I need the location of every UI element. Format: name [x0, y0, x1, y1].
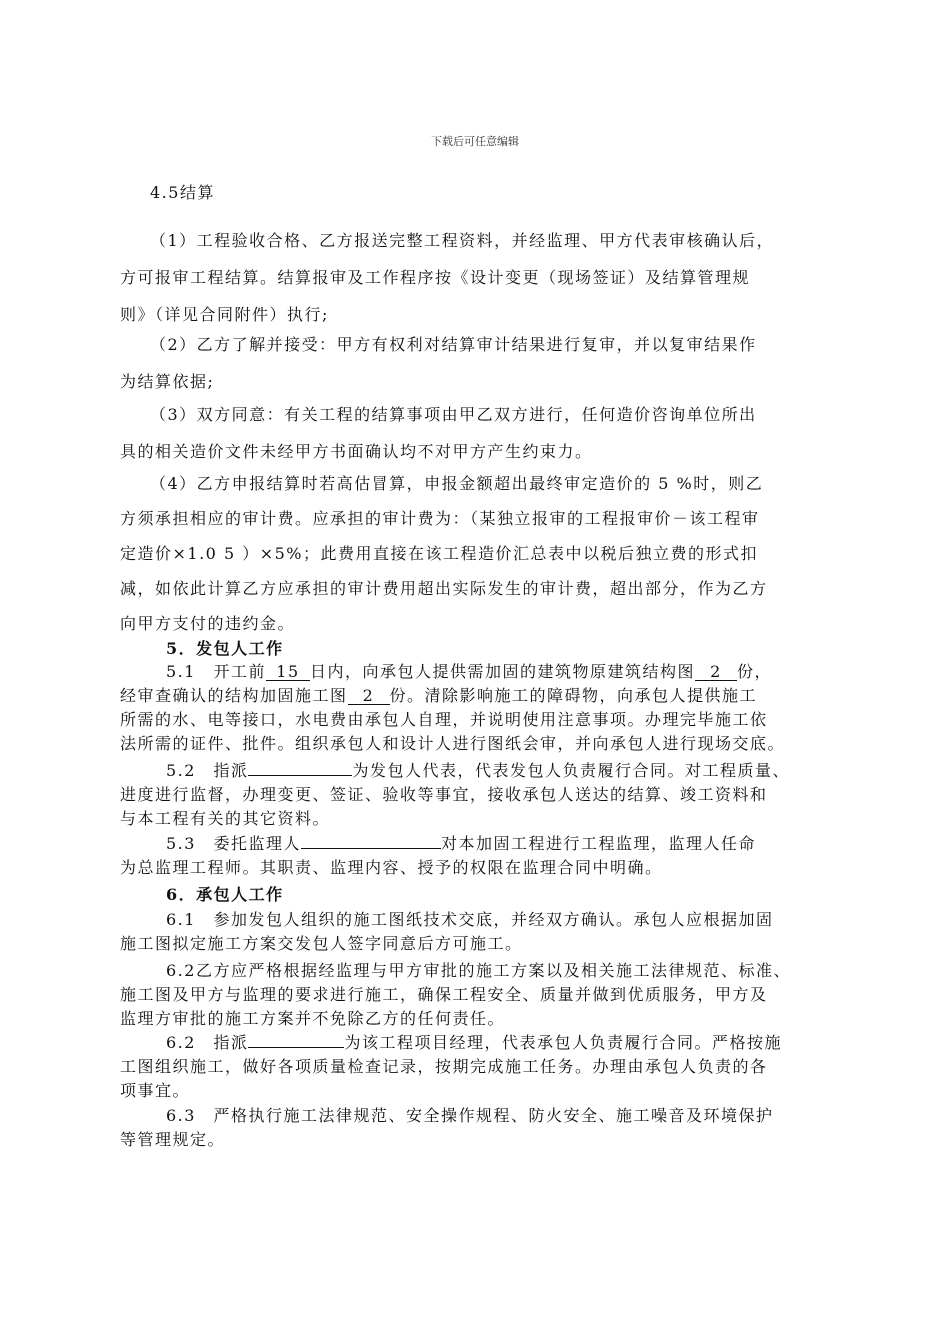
construction-copies-blank: 2	[348, 688, 390, 705]
clause-6-2-b: 6.2 指派 为该工程项目经理，代表承包人负责履行合同。严格按施 工图组织施工，做好各项质量检查记录，按期完成施工任务。办理由承包人负责的各 项事宜。	[120, 1033, 782, 1100]
clause-5-2: 5.2 指派 为发包人代表，代表发包人负责履行合同。对工程质量、 进度进行监督，办理变更、签证、验收等事宜，接收承包人送达的结算、竣工资料和 与本工程有关的其它资料。	[120, 761, 790, 828]
settlement-para-1: （1）工程验收合格、乙方报送完整工程资料，并经监理、甲方代表审核确认后， 方可报审工程结算。结算报审及工作程序按《设计变更（现场签证）及结算管理规 则》（详见合同附件）执行;	[120, 231, 775, 324]
clause-5-3: 5.3 委托监理人 对本加固工程进行工程监理，监理人任命 为总监理工程师。其职责、监理内容、授予的权限在监理合同中明确。	[120, 834, 756, 877]
clause-5-1: 5.1 开工前 15 日内，向承包人提供需加固的建筑物原建筑结构图 2 份， 经审查确认的结构加固施工图 2 份。清除影响施工的障碍物，向承包人提供施工 所需的水、电等接口，水电费由承包人自理，并说明使用注意事项。办理完毕施工依 法所需的证件、批件。组织承包人和设计人进行图纸会审，并向承包人进行现场交底。	[120, 662, 786, 753]
clause-6-3: 6.3 严格执行施工法律规范、安全操作规程、防火安全、施工噪音及环境保护 等管理规定。	[120, 1106, 774, 1149]
supervisor-blank	[301, 848, 441, 849]
drawing-copies-blank: 2	[695, 664, 737, 681]
clause-6-1: 6.1 参加发包人组织的施工图纸技术交底，并经双方确认。承包人应根据加固 施工图拟定施工方案交发包人签字同意后方可施工。	[120, 910, 774, 953]
clause-6-2-a: 6.2乙方应严格根据经监理与甲方审批的施工方案以及相关施工法律规范、标准、 施工图及甲方与监理的要求进行施工，确保工程安全、质量并做到优质服务，甲方及 监理方审批的施工方案并不免除乙方的任何责任。	[120, 961, 791, 1028]
settlement-para-3: （3）双方同意：有关工程的结算事项由甲乙双方进行，任何造价咨询单位所出 具的相关造价文件未经甲方书面确认均不对甲方产生约束力。	[120, 405, 757, 461]
days-blank: 15	[266, 664, 310, 681]
section-6-heading: 6．承包人工作	[166, 885, 284, 904]
settlement-para-4: （4）乙方申报结算时若高估冒算，申报金额超出最终审定造价的 5 %时，则乙 方须承担相应的审计费。应承担的审计费为：（某独立报审的工程报审价－该工程审 定造价×1.0 5 ）×5%；此费用直接在该工程造价汇总表中以税后独立费的形式扣 减，如依此计算乙方应承担的审计费用超出实际发生的审计费，超出部分，作为乙方 向甲方支付的违约金。	[120, 474, 768, 633]
section-4-5-title: 4.5结算	[150, 183, 215, 202]
page-header: 下载后可任意编辑	[431, 135, 519, 148]
section-5-heading: 5．发包人工作	[166, 639, 284, 658]
project-manager-blank	[248, 1047, 344, 1048]
settlement-para-2: （2）乙方了解并接受：甲方有权利对结算审计结果进行复审，并以复审结果作 为结算依据;	[120, 335, 757, 391]
employer-rep-blank	[248, 775, 352, 776]
